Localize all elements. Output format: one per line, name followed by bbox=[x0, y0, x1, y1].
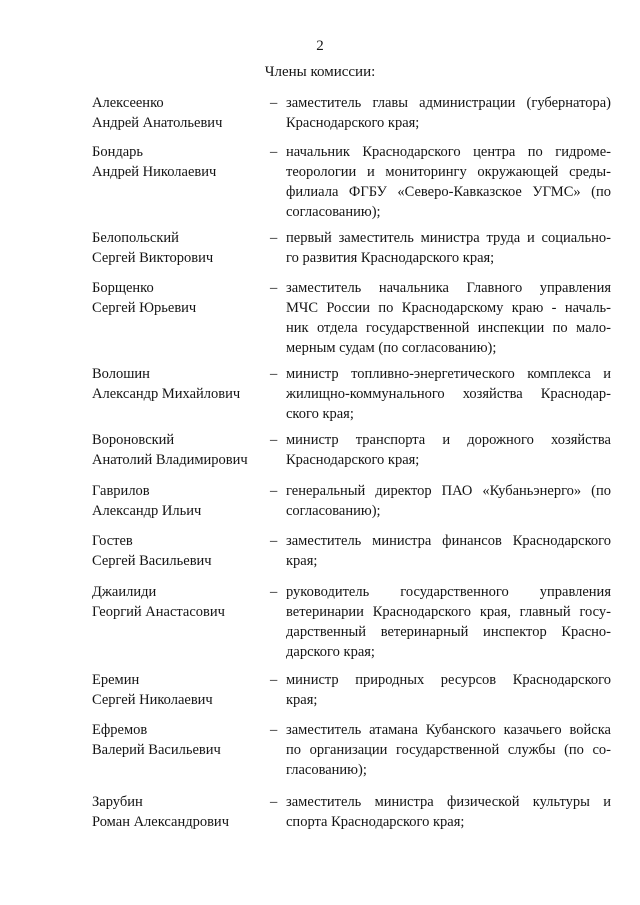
member-position bbox=[286, 278, 611, 358]
member-given-names: Анатолий Владимирович bbox=[92, 452, 248, 468]
position-line: заместитель главы администрации (губернатора) bbox=[286, 95, 611, 111]
member-name bbox=[92, 670, 267, 710]
dash-separator: – bbox=[270, 432, 278, 448]
member-surname: Волошин bbox=[92, 366, 150, 382]
dash-separator: – bbox=[270, 533, 278, 549]
position-line: дарственный ветеринарный инспектор Красно- bbox=[286, 624, 611, 640]
member-surname: Бондарь bbox=[92, 144, 144, 160]
position-line: заместитель министра физической культуры и bbox=[286, 794, 611, 810]
member-surname: Ефремов bbox=[92, 722, 148, 738]
position-line: ник отдела государственной инспекции по мало- bbox=[286, 320, 611, 336]
position-line: заместитель начальника Главного управления bbox=[286, 280, 611, 296]
member-name bbox=[92, 364, 267, 404]
position-line: филиала ФГБУ «Северо-Кавказское УГМС» (по bbox=[286, 184, 611, 200]
member-position bbox=[286, 582, 611, 662]
member-name bbox=[92, 792, 267, 832]
position-line: гласованию); bbox=[286, 762, 367, 778]
member-surname: Гостев bbox=[92, 533, 133, 549]
dash-separator: – bbox=[270, 230, 278, 246]
position-line: го развития Краснодарского края; bbox=[286, 250, 495, 266]
position-line: заместитель министра финансов Краснодарского bbox=[286, 533, 611, 549]
position-line: ского края; bbox=[286, 406, 354, 422]
member-given-names: Андрей Анатольевич bbox=[92, 115, 223, 131]
position-line: Краснодарского края; bbox=[286, 452, 420, 468]
member-given-names: Александр Ильич bbox=[92, 503, 202, 519]
member-position bbox=[286, 430, 611, 470]
member-name bbox=[92, 430, 267, 470]
member-name bbox=[92, 93, 267, 133]
member-position bbox=[286, 792, 611, 832]
member-name bbox=[92, 582, 267, 622]
dash-separator: – bbox=[270, 483, 278, 499]
position-line: МЧС России по Краснодарскому краю - началь- bbox=[286, 300, 611, 316]
position-line: ветеринарии Краснодарского края, главный госу- bbox=[286, 604, 611, 620]
position-line: согласованию); bbox=[286, 204, 381, 220]
member-given-names: Сергей Васильевич bbox=[92, 553, 212, 569]
position-line: края; bbox=[286, 553, 318, 569]
position-line: первый заместитель министра труда и социально- bbox=[286, 230, 611, 246]
page-number: 2 bbox=[316, 38, 324, 54]
dash-separator: – bbox=[270, 672, 278, 688]
member-position bbox=[286, 93, 611, 133]
position-line: генеральный директор ПАО «Кубаньэнерго» (по bbox=[286, 483, 611, 499]
position-line: начальник Краснодарского центра по гидроме- bbox=[286, 144, 611, 160]
member-given-names: Андрей Николаевич bbox=[92, 164, 217, 180]
member-name bbox=[92, 228, 267, 268]
position-line: теорологии и мониторингу окружающей среды- bbox=[286, 164, 611, 180]
member-name bbox=[92, 531, 267, 571]
position-line: министр топливно-энергетического комплекса и bbox=[286, 366, 611, 382]
member-given-names: Валерий Васильевич bbox=[92, 742, 221, 758]
position-line: по организации государственной службы (по со- bbox=[286, 742, 611, 758]
member-surname: Борщенко bbox=[92, 280, 154, 296]
dash-separator: – bbox=[270, 95, 278, 111]
position-line: руководитель государственного управления bbox=[286, 584, 611, 600]
member-surname: Джаилиди bbox=[92, 584, 157, 600]
member-given-names: Роман Александрович bbox=[92, 814, 229, 830]
member-given-names: Георгий Анастасович bbox=[92, 604, 225, 620]
position-line: дарского края; bbox=[286, 644, 375, 660]
dash-separator: – bbox=[270, 366, 278, 382]
member-position bbox=[286, 670, 611, 710]
position-line: края; bbox=[286, 692, 318, 708]
dash-separator: – bbox=[270, 794, 278, 810]
member-name bbox=[92, 142, 267, 182]
member-given-names: Сергей Николаевич bbox=[92, 692, 213, 708]
position-line: жилищно-коммунального хозяйства Краснодар- bbox=[286, 386, 611, 402]
position-line: согласованию); bbox=[286, 503, 381, 519]
section-title: Члены комиссии: bbox=[264, 64, 376, 80]
dash-separator: – bbox=[270, 722, 278, 738]
member-surname: Зарубин bbox=[92, 794, 143, 810]
member-surname: Гаврилов bbox=[92, 483, 150, 499]
position-line: Краснодарского края; bbox=[286, 115, 420, 131]
position-line: министр транспорта и дорожного хозяйства bbox=[286, 432, 611, 448]
dash-separator: – bbox=[270, 584, 278, 600]
member-given-names: Сергей Викторович bbox=[92, 250, 214, 266]
member-position bbox=[286, 481, 611, 521]
member-name bbox=[92, 720, 267, 760]
member-position bbox=[286, 531, 611, 571]
dash-separator: – bbox=[270, 280, 278, 296]
member-name bbox=[92, 278, 267, 318]
position-line: спорта Краснодарского края; bbox=[286, 814, 465, 830]
member-surname: Алексеенко bbox=[92, 95, 164, 111]
position-line: мерным судам (по согласованию); bbox=[286, 340, 497, 356]
member-position bbox=[286, 142, 611, 222]
position-line: заместитель атамана Кубанского казачьего войска bbox=[286, 722, 611, 738]
member-surname: Вороновский bbox=[92, 432, 175, 448]
member-surname: Белопольский bbox=[92, 230, 179, 246]
member-position bbox=[286, 364, 611, 424]
member-name bbox=[92, 481, 267, 521]
member-given-names: Александр Михайлович bbox=[92, 386, 241, 402]
position-line: министр природных ресурсов Краснодарского bbox=[286, 672, 611, 688]
member-given-names: Сергей Юрьевич bbox=[92, 300, 197, 316]
member-position bbox=[286, 720, 611, 780]
member-position bbox=[286, 228, 611, 268]
member-surname: Еремин bbox=[92, 672, 140, 688]
dash-separator: – bbox=[270, 144, 278, 160]
